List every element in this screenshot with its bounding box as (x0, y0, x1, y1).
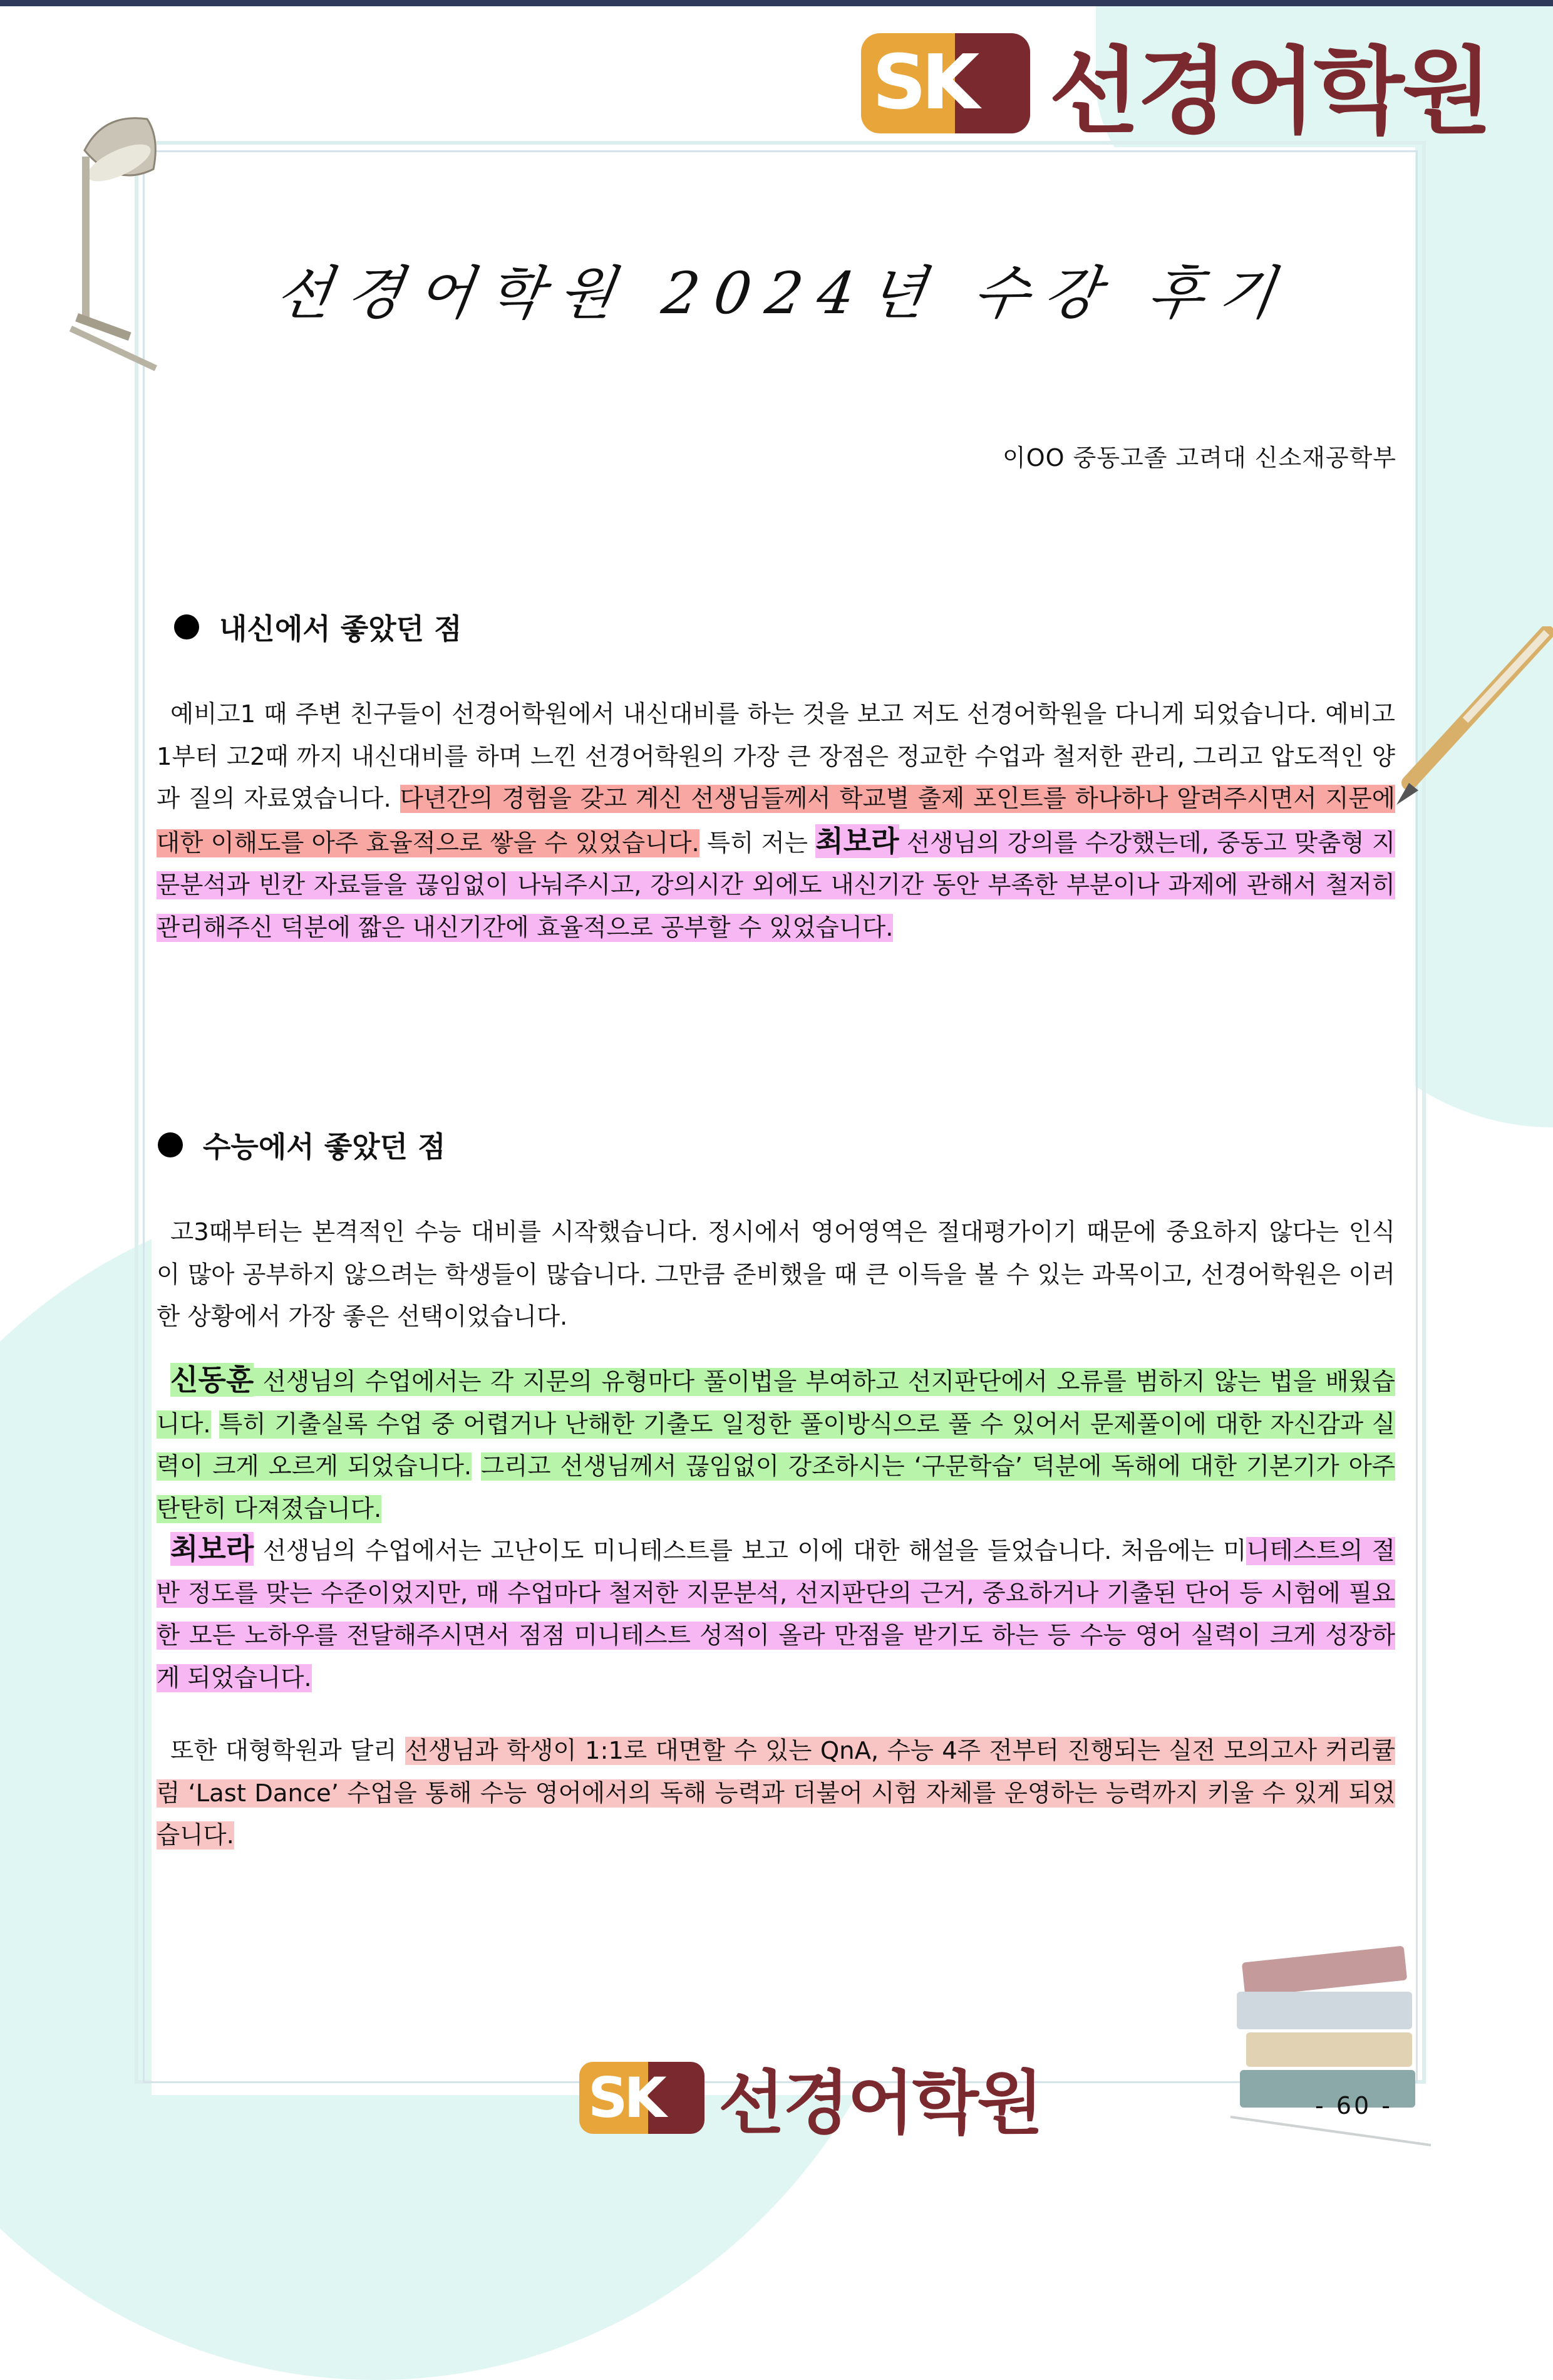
review-paragraph-closing: 또한 대형학원과 달리 선생님과 학생이 1:1로 대면할 수 있는 QnA, 수능 4주 전부터 진행되는 실전 모의고사 커리큘럼 ‘Last Dance’ 수업을 통해 수능 영어에서의 독해 능력과 더불어 시험 자체를 운영하는 능력까지 키울 수 있게 되었습니다. (157, 1737, 1395, 1850)
teacher-name: 신동훈 (170, 1363, 254, 1397)
review-paragraph-suneung-intro: 고3때부터는 본격적인 수능 대비를 시작했습니다. 정시에서 영어영역은 절대평가이기 때문에 중요하지 않다는 인식이 많아 공부하지 않으려는 학생들이 많습니다. 그만큼 준비했을 때 큰 이득을 볼 수 있는 과목이고, 선경어학원은 이러한 상황에서 가장 좋은 선택이었습니다. (157, 1218, 1395, 1331)
brand-logo-top (861, 16, 1490, 151)
highlight-green: 선생님의 수업에서는 각 지문의 유형마다 풀이법을 부여하고 선지판단에서 오류를 범하지 않는 법을 배웠습니다. (157, 1368, 1395, 1439)
book-stack-icon (1231, 1929, 1431, 2155)
brand-name: 선경어학원 (718, 2063, 1042, 2143)
desk-lamp-icon (59, 100, 185, 376)
section-heading-suneung: 수능에서 좋았던 점 (158, 1124, 446, 1166)
highlight-green: 특히 기출실록 수업 중 어렵거나 난해한 기출도 일정한 풀이방식으로 풀 수 있어서 문제풀이에 대한 자신감과 실력이 크게 오르게 되었습니다. (157, 1410, 1395, 1481)
highlight-rose: 선생님과 학생이 1:1로 대면할 수 있는 QnA, 수능 4주 전부터 진행되는 실전 모의고사 커리큘럼 ‘Last Dance’ 수업을 통해 수능 영어에서의 독해 능력과 더불어 시험 자체를 운영하는 능력까지 키울 수 있게 되었습니다. (157, 1737, 1395, 1850)
bullet-icon (174, 614, 199, 639)
page-number: - 60 - (1315, 2092, 1393, 2119)
page-title: 선경어학원 2024년 수강 후기 (271, 260, 1294, 327)
top-bar (0, 0, 1553, 6)
highlight-green: 그리고 선생님께서 끊임없이 강조하시는 ‘구문학습’ 덕분에 독해에 대한 기본기가 아주 탄탄히 다져졌습니다. (157, 1452, 1395, 1523)
highlight-pink: 니테스트의 절반 정도를 맞는 수준이었지만, 매 수업마다 철저한 지문분석, 선지판단의 근거, 중요하거나 기출된 단어 등 시험에 필요한 모든 노하우를 전달해주시면서 점점 미니테스트 성적이 올라 만점을 받기도 하는 등 수능 영어 실력이 크게 성장하게 되었습니다. (157, 1537, 1395, 1692)
highlight-pink: 선생님의 강의를 수강했는데, 중동고 맞춤형 지문분석과 빈칸 자료들을 끊임없이 나눠주시고, 강의시간 외에도 내신기간 동안 부족한 부분이나 과제에 관해서 철저히 관리해주신 덕분에 짧은 내신기간에 효율적으로 공부할 수 있었습니다. (157, 829, 1396, 942)
brand-name: 선경어학원 (1049, 38, 1490, 147)
review-paragraph-choi: 최보라 선생님의 수업에서는 고난이도 미니테스트를 보고 이에 대한 해설을 들었습니다. 처음에는 미니테스트의 절반 정도를 맞는 수준이었지만, 매 수업마다 철저한 지문분석, 선지판단의 근거, 중요하거나 기출된 단어 등 시험에 필요한 모든 노하우를 전달해주시면서 점점 미니테스트 성적이 올라 만점을 받기도 하는 등 수능 영어 실력이 크게 성장하게 되었습니다. (157, 1532, 1395, 1692)
teacher-name: 최보라 (170, 1532, 254, 1566)
review-paragraph-shin (157, 1359, 1395, 1530)
sk-logo-mark: SK (861, 33, 1030, 133)
highlight-red: 다년간의 경험을 갖고 계신 선생님들께서 학교별 출제 포인트를 하나하나 알려주시면서 지문에 대한 이해도를 아주 효율적으로 쌓을 수 있었습니다. (157, 785, 1395, 857)
pen-icon (1390, 626, 1553, 814)
review-paragraph-naesin: 예비고1 때 주변 친구들이 선경어학원에서 내신대비를 하는 것을 보고 저도 선경어학원을 다니게 되었습니다. 예비고1부터 고2때 까지 내신대비를 하며 느낀 선경어학원의 가장 큰 장점은 정교한 수업과 철저한 관리, 그리고 압도적인 양과 질의 자료였습니다. 다년간의 경험을 갖고 계신 선생님들께서 학교별 출제 포인트를 하나하나 알려주시면서 지문에 대한 이해도를 아주 효율적으로 쌓을 수 있었습니다. 특히 저는 최보라 선생님의 강의를 수강했는데, 중동고 맞춤형 지문분석과 빈칸 자료들을 끊임없이 나눠주시고, 강의시간 외에도 내신기간 동안 부족한 부분이나 과제에 관해서 철저히 관리해주신 덕분에 짧은 내신기간에 효율적으로 공부할 수 있었습니다. (157, 700, 1396, 942)
author-info: 이OO 중동고졸 고려대 신소재공학부 (1003, 444, 1396, 472)
brand-logo-bottom (579, 2048, 1041, 2147)
bullet-icon (158, 1132, 183, 1157)
section-heading-naesin: 내신에서 좋았던 점 (174, 606, 462, 648)
teacher-name: 최보라 (815, 824, 899, 858)
sk-logo-mark: SK (579, 2062, 704, 2134)
